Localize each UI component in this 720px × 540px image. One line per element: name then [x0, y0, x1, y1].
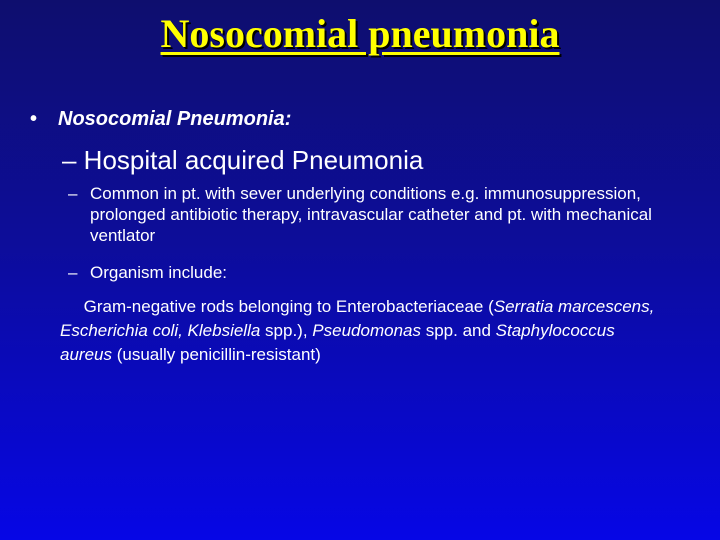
- subbullet-text: Common in pt. with sever underlying conditions e.g. immunosuppression, prolonged antibiotic therapy, intravascular catheter and pt. with mechanical ventlator: [90, 184, 652, 245]
- para-italic: Staphylococcus aureus: [60, 321, 615, 364]
- dash-marker: –: [68, 184, 78, 203]
- subbullet-hospital-acquired: – Hospital acquired Pneumonia: [62, 145, 424, 175]
- dash-marker: –: [68, 263, 78, 282]
- subbullet-common-in: [68, 183, 668, 246]
- organism-paragraph: [60, 295, 670, 367]
- para-part: (usually penicillin-resistant): [111, 345, 321, 364]
- para-part: Gram-negative rods belonging to Enterobacteriaceae (: [83, 297, 494, 316]
- bullet-text: Nosocomial Pneumonia:: [58, 108, 292, 130]
- bullet-nosocomial-pneumonia: [30, 108, 291, 131]
- para-part: spp. and: [420, 321, 496, 340]
- subbullet-text: Organism include:: [90, 263, 228, 282]
- para-italic: Serratia marcescens, Escherichia coli, Klebsiella: [60, 297, 655, 340]
- slide-title: Nosocomial pneumonia: [160, 11, 560, 56]
- para-italic: Pseudomonas: [312, 321, 421, 340]
- para-part: spp.),: [260, 321, 313, 340]
- bullet-marker: •: [30, 108, 38, 130]
- subbullet-organism-include: [68, 262, 227, 283]
